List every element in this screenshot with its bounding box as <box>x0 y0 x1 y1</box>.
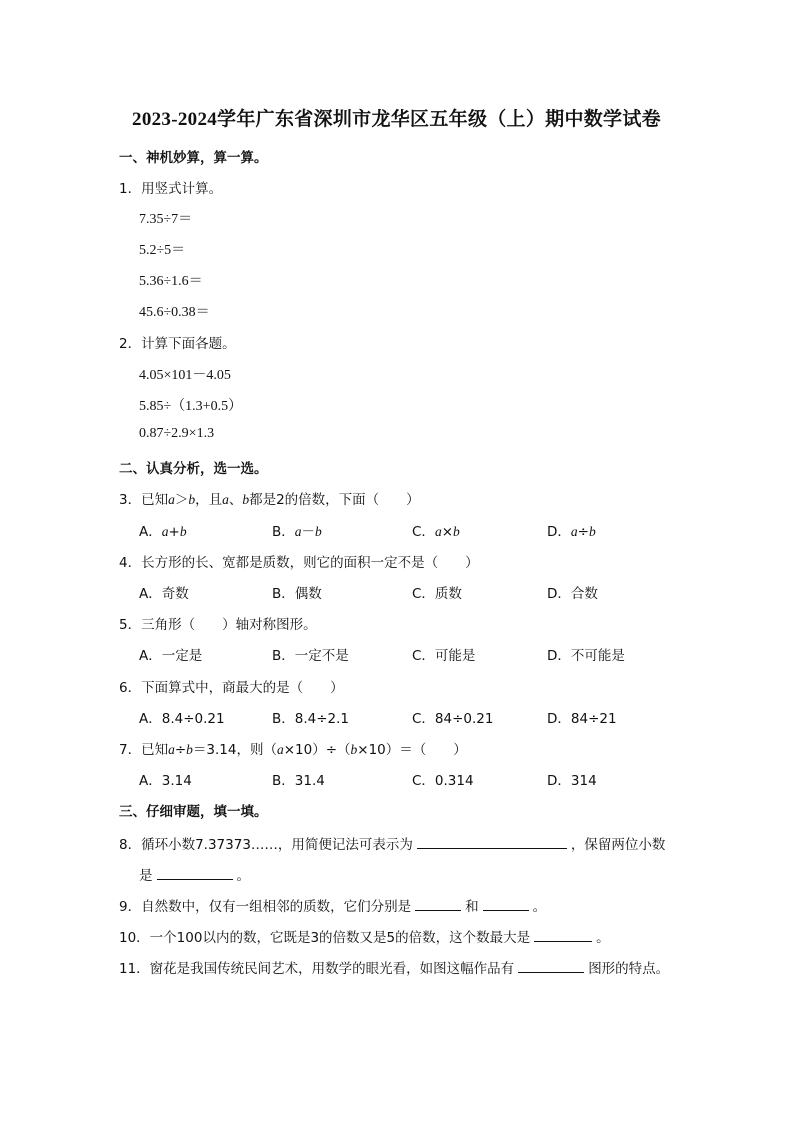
q7-text: ＝3.14，则（ <box>192 742 277 758</box>
answer-blank[interactable] <box>518 960 584 973</box>
q9-text: 9．自然数中，仅有一组相邻的质数，它们分别是 <box>119 899 412 915</box>
option-a[interactable]: A．一定是 <box>139 648 203 664</box>
var-a: a <box>168 742 175 757</box>
calc-item: 5.2÷5＝ <box>139 243 186 258</box>
option-label: B． <box>272 524 295 540</box>
operator: ÷ <box>577 524 589 540</box>
q3-text: 都是2的倍数，下面（ ） <box>249 492 420 508</box>
option-a[interactable]: A．3.14 <box>139 773 192 789</box>
calc-item: 5.36÷1.6＝ <box>139 274 203 289</box>
calc-item: 45.6÷0.38＝ <box>139 305 210 320</box>
q8-text: 8．循环小数7.37373……，用简便记法可表示为 <box>119 837 413 853</box>
option-a[interactable] <box>139 520 187 540</box>
var-a: a <box>570 524 578 539</box>
option-b[interactable] <box>272 520 322 540</box>
option-d[interactable] <box>547 520 596 540</box>
question-5-stem: 5．三角形（ ）轴对称图形。 <box>119 617 317 633</box>
question-2-stem: 2．计算下面各题。 <box>119 336 236 352</box>
var-b: b <box>186 742 193 757</box>
operator: － <box>301 524 316 540</box>
option-d[interactable]: D．314 <box>547 773 597 789</box>
question-6-stem: 6．下面算式中，商最大的是（ ） <box>119 680 344 696</box>
q8-text: ，保留两位小数 <box>570 837 666 853</box>
q10-text: 10．一个100以内的数，它既是3的倍数又是5的倍数，这个数最大是 <box>119 930 531 946</box>
answer-blank[interactable] <box>415 898 461 911</box>
q3-text: 3．已知 <box>119 492 169 508</box>
option-b[interactable]: B．31.4 <box>272 773 325 789</box>
option-c[interactable]: C．可能是 <box>412 648 476 664</box>
q7-div: ÷ <box>174 742 187 758</box>
question-1-stem: 1．用竖式计算。 <box>119 181 223 197</box>
var-a: a <box>222 492 229 507</box>
option-a[interactable]: A．8.4÷0.21 <box>139 711 225 727</box>
q8-text: 。 <box>236 868 250 884</box>
section-2-heading: 二、认真分析，选一选。 <box>119 461 268 477</box>
answer-blank[interactable] <box>483 898 529 911</box>
option-d[interactable]: D．不可能是 <box>547 648 625 664</box>
q7-text: 7．已知 <box>119 742 169 758</box>
option-a[interactable]: A．奇数 <box>139 586 189 602</box>
var-a: a <box>168 492 175 507</box>
question-7-stem <box>119 738 467 758</box>
q9-text: 。 <box>532 899 547 915</box>
q8-text: 是 <box>139 868 153 884</box>
section-3-heading: 三、仔细审题，填一填。 <box>119 804 268 820</box>
var-a: a <box>294 524 302 539</box>
var-b: b <box>188 492 196 507</box>
var-a: a <box>161 524 169 539</box>
q7-text: ×10）÷（ <box>283 742 351 758</box>
operator: + <box>168 524 180 540</box>
option-c[interactable]: C．0.314 <box>412 773 474 789</box>
option-label: D． <box>547 524 571 540</box>
var-b: b <box>242 492 250 507</box>
option-c[interactable]: C．84÷0.21 <box>412 711 494 727</box>
q3-text: ，且 <box>195 492 223 508</box>
q11-text: 图形的特点。 <box>588 961 670 977</box>
section-1-heading: 一、神机妙算，算一算。 <box>119 150 268 166</box>
var-b: b <box>315 524 322 539</box>
var-a: a <box>434 524 442 539</box>
question-10-stem <box>119 926 610 946</box>
answer-blank[interactable] <box>417 836 567 849</box>
var-a: a <box>276 742 284 757</box>
q11-text: 11．窗花是我国传统民间艺术，用数学的眼光看，如图这幅作品有 <box>119 961 515 977</box>
q3-gt: ＞ <box>174 492 189 508</box>
operator: × <box>441 524 453 540</box>
calc-item: 4.05×101－4.05 <box>139 368 231 383</box>
question-4-stem: 4．长方形的长、宽都是质数，则它的面积一定不是（ ） <box>119 555 479 571</box>
option-b[interactable]: B．8.4÷2.1 <box>272 711 350 727</box>
question-3-stem <box>119 488 420 508</box>
var-b: b <box>179 524 187 539</box>
option-c[interactable] <box>412 520 460 540</box>
calc-item: 7.35÷7＝ <box>139 212 193 227</box>
answer-blank[interactable] <box>157 867 233 880</box>
var-b: b <box>350 742 358 757</box>
option-d[interactable]: D．合数 <box>547 586 598 602</box>
option-d[interactable]: D．84÷21 <box>547 711 617 727</box>
question-9-stem <box>119 895 546 915</box>
calc-item: 5.85÷（1.3+0.5） <box>139 399 243 414</box>
var-b: b <box>588 524 596 539</box>
q7-text: ×10）＝（ ） <box>357 742 467 758</box>
question-11-stem <box>119 957 669 977</box>
option-b[interactable]: B．一定不是 <box>272 648 349 664</box>
q3-text: 、 <box>228 492 243 508</box>
question-8-line2 <box>139 864 250 884</box>
q10-text: 。 <box>596 930 610 946</box>
page-title: 2023-2024学年广东省深圳市龙华区五年级（上）期中数学试卷 <box>132 109 661 130</box>
option-c[interactable]: C．质数 <box>412 586 462 602</box>
option-b[interactable]: B．偶数 <box>272 586 322 602</box>
q9-text: 和 <box>465 899 479 915</box>
question-8-stem <box>119 833 665 853</box>
option-label: A． <box>139 524 162 540</box>
calc-item: 0.87÷2.9×1.3 <box>139 426 215 441</box>
option-label: C． <box>412 524 435 540</box>
answer-blank[interactable] <box>534 929 592 942</box>
var-b: b <box>453 524 460 539</box>
